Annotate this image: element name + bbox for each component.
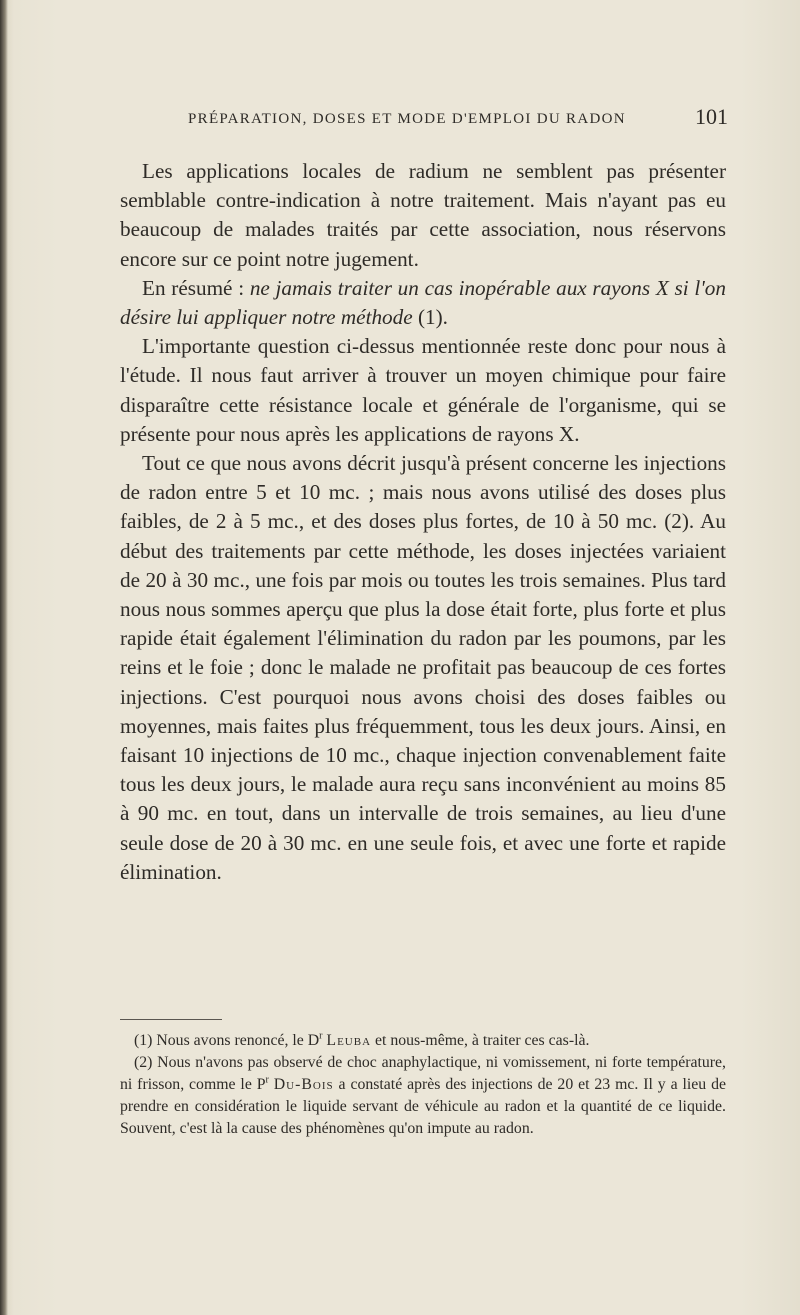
paragraph-1: Les applications locales de radium ne semblent pas présenter semblable contre-indication à notre traitement. Mais n'ayant pas eu beaucoup de malades traités par cette association, nous réservons encore sur ce point notre jugement.: [120, 159, 726, 271]
footnote-rule: [120, 1019, 222, 1020]
paragraph-2-italic: ne jamais traiter un cas inopérable aux rayons X si l'on désire lui appliquer notre méthode: [120, 275, 726, 330]
footnote-1-name: Leuba: [326, 1032, 372, 1049]
paragraph-3: L'importante question ci-dessus mentionnée reste donc pour nous à l'étude. Il nous faut arriver à trouver un moyen chimique pour faire disparaître cette résistance locale et générale de l'organisme, qui se présente pour nous après les applications de rayons X.: [120, 334, 726, 446]
footnote-2-name: Du-Bois: [273, 1076, 334, 1093]
footnote-1-sup: r: [319, 1030, 323, 1042]
footnote-2-text-b: a constaté après des injections de 20 et 23 mc. Il y a lieu de prendre en considération le liquide servant de véhicule au radon et la quantité de ce liquide. Souvent, c'est là la cause des phénomènes qu'on impute au radon.: [120, 1076, 727, 1137]
footnote-2-text-a: (2) Nous n'avons pas observé de choc anaphylactique, ni vomissement, ni forte température, ni frisson, comme le P: [120, 1054, 726, 1093]
paragraph-2: [120, 274, 726, 332]
footnote-1: [120, 1030, 726, 1052]
main-text: [120, 157, 726, 887]
running-header: [188, 104, 728, 134]
footnote-2: [120, 1052, 726, 1140]
paragraph-2-lead: En résumé :: [142, 275, 250, 300]
footnote-1-text-a: (1) Nous avons renoncé, le D: [134, 1032, 320, 1049]
paragraph-2-tail: (1).: [412, 305, 448, 330]
paragraph-4: Tout ce que nous avons décrit jusqu'à présent concerne les injections de radon entre 5 et 10 mc. ; mais nous avons utilisé des doses plus faibles, de 2 à 5 mc., et des doses plus fortes, de 10 à 50 mc. (2). Au début des traitements par cette méthode, les doses injectées variaient de 20 à 30 mc., une fois par mois ou toutes les trois semaines. Plus tard nous nous sommes aperçu que plus la dose était forte, plus forte et plus rapide était également l'élimination du radon par les poumons, par les reins et le foie ; donc le malade ne profitait pas beaucoup de ces fortes injections. C'est pourquoi nous avons choisi des doses faibles ou moyennes, mais faites plus fréquemment, tous les deux jours. Ainsi, en faisant 10 injections de 10 mc., chaque injection convenablement faite tous les deux jours, le malade aura reçu sans inconvénient au moins 85 à 90 mc. en tout, dans un intervalle de trois semaines, au lieu d'une seule dose de 20 à 30 mc. en une seule fois, et avec une forte et rapide élimination.: [120, 451, 726, 884]
page-number: 101: [695, 104, 728, 129]
footnotes: [120, 1030, 726, 1140]
running-title: PRÉPARATION, DOSES ET MODE D'EMPLOI DU RADON: [188, 111, 626, 127]
footnote-2-sup: r: [265, 1074, 269, 1086]
footnote-1-text-b: et nous-même, à traiter ces cas-là.: [371, 1032, 590, 1049]
page-binding-edge: [0, 0, 8, 1315]
